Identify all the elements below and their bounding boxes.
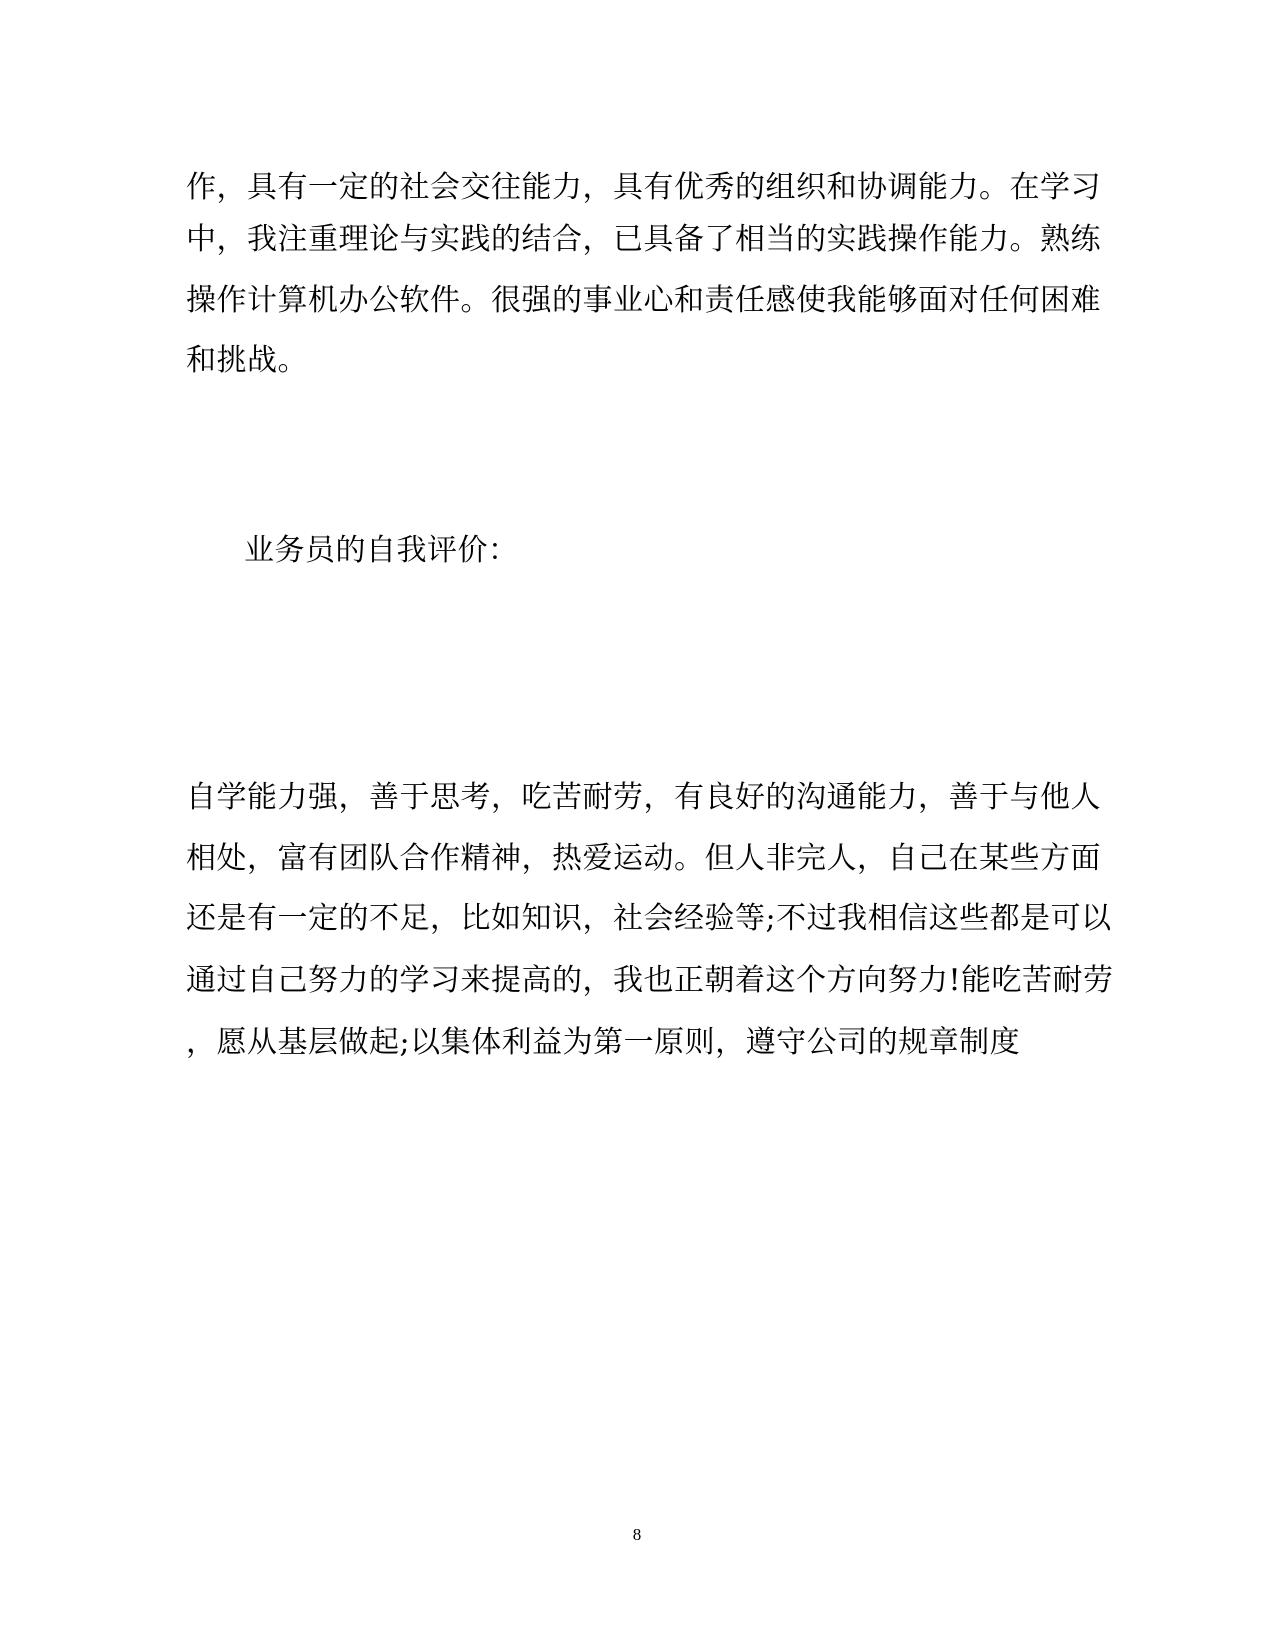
paragraph-1-line: 中，我注重理论与实践的结合，已具备了相当的实践操作能力。熟练 bbox=[186, 222, 1101, 257]
paragraph-1-line: 操作计算机办公软件。很强的事业心和责任感使我能够面对任何困难 bbox=[186, 283, 1101, 318]
paragraph-2-line: 相处，富有团队合作精神，热爱运动。但人非完人，自己在某些方面 bbox=[186, 841, 1101, 876]
section-heading: 业务员的自我评价： bbox=[244, 533, 519, 568]
paragraph-1-line: 作，具有一定的社会交往能力，具有优秀的组织和协调能力。在学习 bbox=[186, 170, 1101, 205]
page-number: 8 bbox=[632, 1525, 642, 1544]
paragraph-2-line: 自学能力强，善于思考，吃苦耐劳，有良好的沟通能力，善于与他人 bbox=[186, 780, 1101, 815]
paragraph-1-line: 和挑战。 bbox=[186, 343, 308, 378]
paragraph-2-line: 通过自己努力的学习来提高的，我也正朝着这个方向努力!能吃苦耐劳 bbox=[186, 963, 1114, 998]
paragraph-2-line: 还是有一定的不足，比如知识，社会经验等;不过我相信这些都是可以 bbox=[186, 901, 1112, 936]
paragraph-2-line: ，愿从基层做起;以集体利益为第一原则，遵守公司的规章制度 bbox=[186, 1025, 1021, 1060]
